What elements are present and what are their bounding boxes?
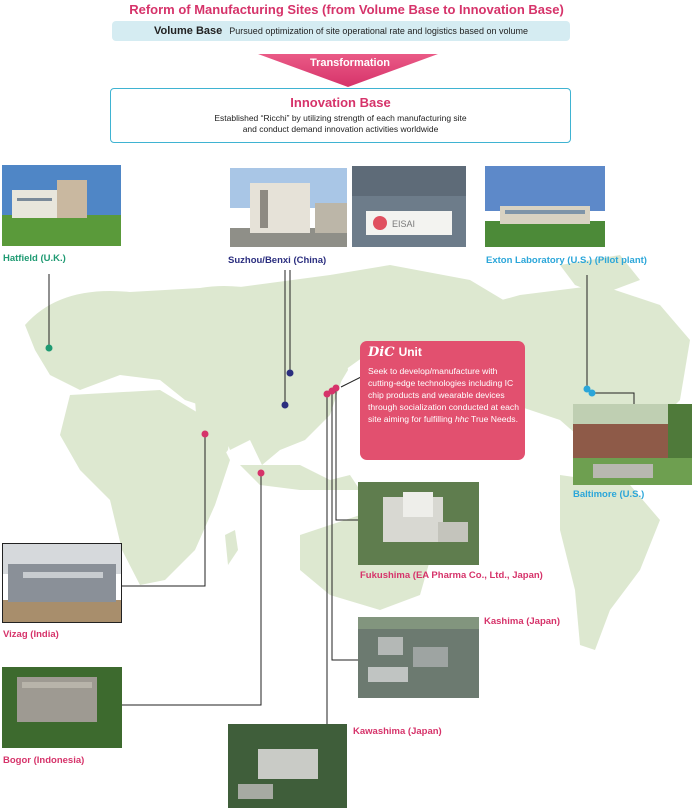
innovation-base-title: Innovation Base — [290, 95, 391, 110]
hatfield-photo — [2, 165, 121, 246]
label-kawashima: Kawashima (Japan) — [353, 726, 442, 737]
innovation-base-description-line2: and conduct demand innovation activities worldwide — [242, 124, 439, 134]
baltimore-photo — [573, 404, 692, 485]
transformation-label: Transformation — [309, 57, 391, 69]
kawashima-photo — [228, 724, 347, 808]
fukushima-photo — [358, 482, 479, 565]
volume-base-description: Pursued optimization of site operational rate and logistics based on volume — [229, 26, 528, 36]
dic-unit-heading — [368, 345, 422, 360]
volume-base-title: Volume Base — [154, 25, 223, 37]
dic-logo-icon: DiC — [368, 345, 395, 360]
bogor-photo — [2, 667, 122, 748]
dic-unit-description: Seek to develop/manufacture with cutting-edge technologies including IC chip products and wearable devices through socialization conducted at each site aiming for fulfilling hhc True Needs. — [368, 366, 519, 424]
label-baltimore: Baltimore (U.S.) — [573, 489, 645, 500]
vizag-photo — [2, 543, 122, 623]
innovation-base-description-line1: Established “Ricchi” by utilizing strength of each manufacturing site — [214, 113, 467, 123]
exton-photo — [485, 166, 605, 247]
label-fukushima: Fukushima (EA Pharma Co., Ltd., Japan) — [360, 570, 543, 581]
photo-sign-text: EISAI — [392, 219, 416, 229]
dic-unit-callout — [360, 341, 525, 460]
label-kashima: Kashima (Japan) — [484, 616, 561, 627]
label-exton: Exton Laboratory (U.S.) (Pilot plant) — [486, 255, 647, 266]
label-vizag: Vizag (India) — [3, 629, 59, 640]
kashima-photo — [358, 617, 479, 698]
benxi-photo — [352, 166, 466, 247]
suzhou-photo — [230, 168, 347, 247]
page-title: Reform of Manufacturing Sites (from Volume Base to Innovation Base) — [129, 2, 564, 17]
label-bogor: Bogor (Indonesia) — [3, 755, 85, 766]
label-suzhou-benxi: Suzhou/Benxi (China) — [228, 255, 327, 266]
label-hatfield: Hatfield (U.K.) — [3, 253, 66, 264]
dic-unit-title: Unit — [398, 345, 422, 359]
